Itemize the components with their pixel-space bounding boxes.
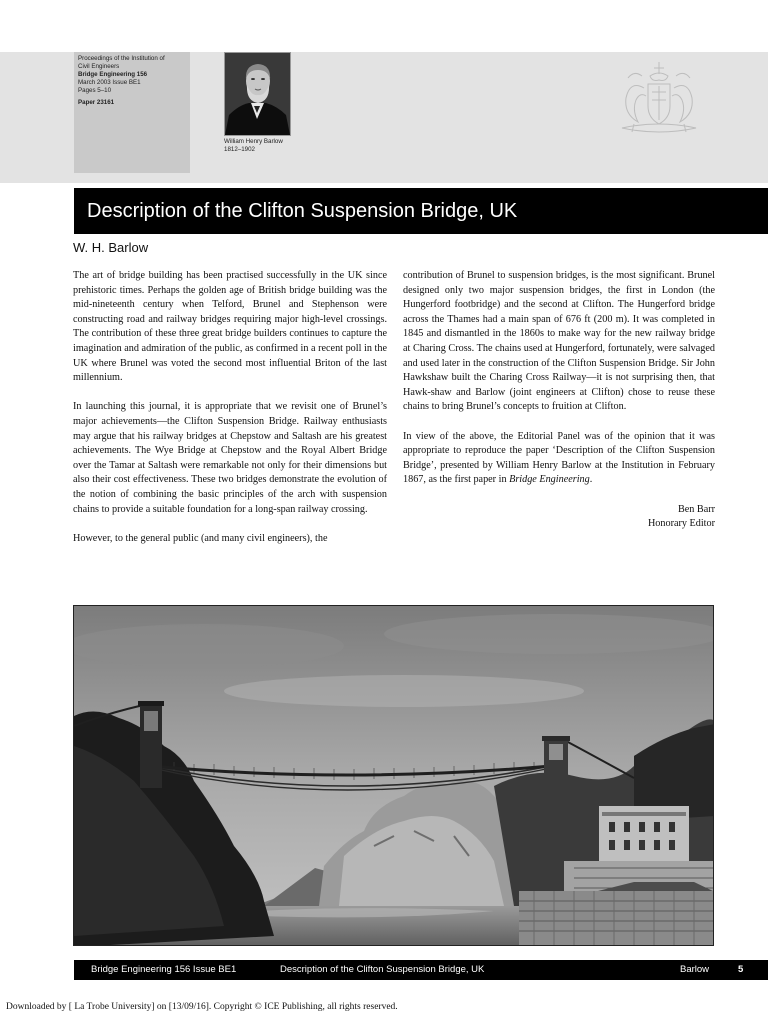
clifton-bridge-photo — [73, 605, 714, 946]
ice-crest-logo — [614, 58, 704, 138]
article-author: W. H. Barlow — [73, 240, 149, 255]
portrait-name: William Henry Barlow — [224, 138, 283, 145]
journal-line: Bridge Engineering 156 — [78, 71, 148, 78]
body-paragraph: In launching this journal, it is appropriate that we revisit one of Brunel’s major achievements—the Clifton Suspension Bridge. Railway enthusiasts may argue that his railway bridges at Chepstow and Saltash are his greatest achievements. The Wye Bridge at Chepstow and the Royal Albert Bridge over the Tamar at Saltash were remarkable not only for their dimensions but also their cost effectiveness. These two bridges demonstrate the evolution of the notion of combining the basic principles of the arch with suspension chains to provide a suitable foundation for a long-span railway crossing. — [73, 401, 387, 515]
footer-bar — [74, 960, 768, 980]
article-title: Description of the Clifton Suspension Bridge, UK — [74, 188, 768, 234]
portrait-years: 1812–1902 — [224, 146, 255, 153]
journal-info-box — [74, 52, 190, 173]
closing-text: In view of the above, the Editorial Panel was of the opinion that it was appropriate to reproduce the paper ‘Description of the Clifton Suspension Bridge’, presented by William Henry Barlow at the Institution in February 1867, as the first paper in — [403, 430, 715, 486]
download-notice: Downloaded by [ La Trobe University] on [13/09/16]. Copyright © ICE Publishing, all rights reserved. — [6, 1002, 398, 1012]
portrait-image — [224, 52, 291, 136]
footer-journal: Bridge Engineering 156 Issue BE1 — [91, 964, 237, 975]
footer-author: Barlow — [680, 964, 710, 975]
right-column — [403, 269, 715, 532]
page-number: 5 — [738, 964, 744, 975]
journal-line: Pages 5–10 — [78, 87, 112, 94]
signature-name: Ben Barr — [677, 503, 715, 515]
paper-number: Paper 23161 — [78, 99, 115, 106]
body-paragraph: contribution of Brunel to suspension bridges, is the most significant. Brunel designed only two major suspension bridges, the first in London (the Hungerford footbridge) and the second at Clifton. The Hungerford bridge across the Thames had a main span of 676 ft (200 m). It was completed in 1845 and dismantled in the 1860s to make way for the new railway bridge at Charing Cross. The chains used at Hungerford, fortunately, were salvaged and used later in the construction of the Clifton Suspension Bridge. Sir John Hawkshaw built the Charing Cross Railway—it is not surprising then, that Hawk-shaw and Barlow (joint engineers at Clifton) chose to reuse these chains to bring Brunel’s concepts to fruition at Clifton. — [403, 270, 715, 413]
left-column — [73, 269, 387, 561]
body-paragraph: However, to the general public (and many civil engineers), the — [73, 532, 328, 544]
body-paragraph: The art of bridge building has been practised successfully in the UK since prehistoric times. Perhaps the golden age of British bridge building was the mid-nineteenth century when Telford, Brunel and Stephenson were constructing road and railway bridges requiring major high-level crossings. The contribution of these three great bridge builders continues to capture the imagination and admiration of the public, as confirmed in a recent poll in the UK where Brunel was voted the second most influential Briton of the last millennium. — [73, 270, 387, 384]
portrait-caption — [224, 138, 334, 154]
journal-name-italic: Bridge Engineering — [509, 474, 590, 486]
signature-role: Honorary Editor — [647, 518, 715, 530]
journal-line: Civil Engineers — [78, 63, 120, 70]
journal-line: Proceedings of the Institution of — [78, 55, 165, 62]
body-paragraph — [403, 430, 715, 488]
footer-article-title: Description of the Clifton Suspension Bridge, UK — [280, 964, 485, 975]
closing-period: . — [589, 474, 593, 486]
journal-line: March 2003 Issue BE1 — [78, 79, 141, 86]
